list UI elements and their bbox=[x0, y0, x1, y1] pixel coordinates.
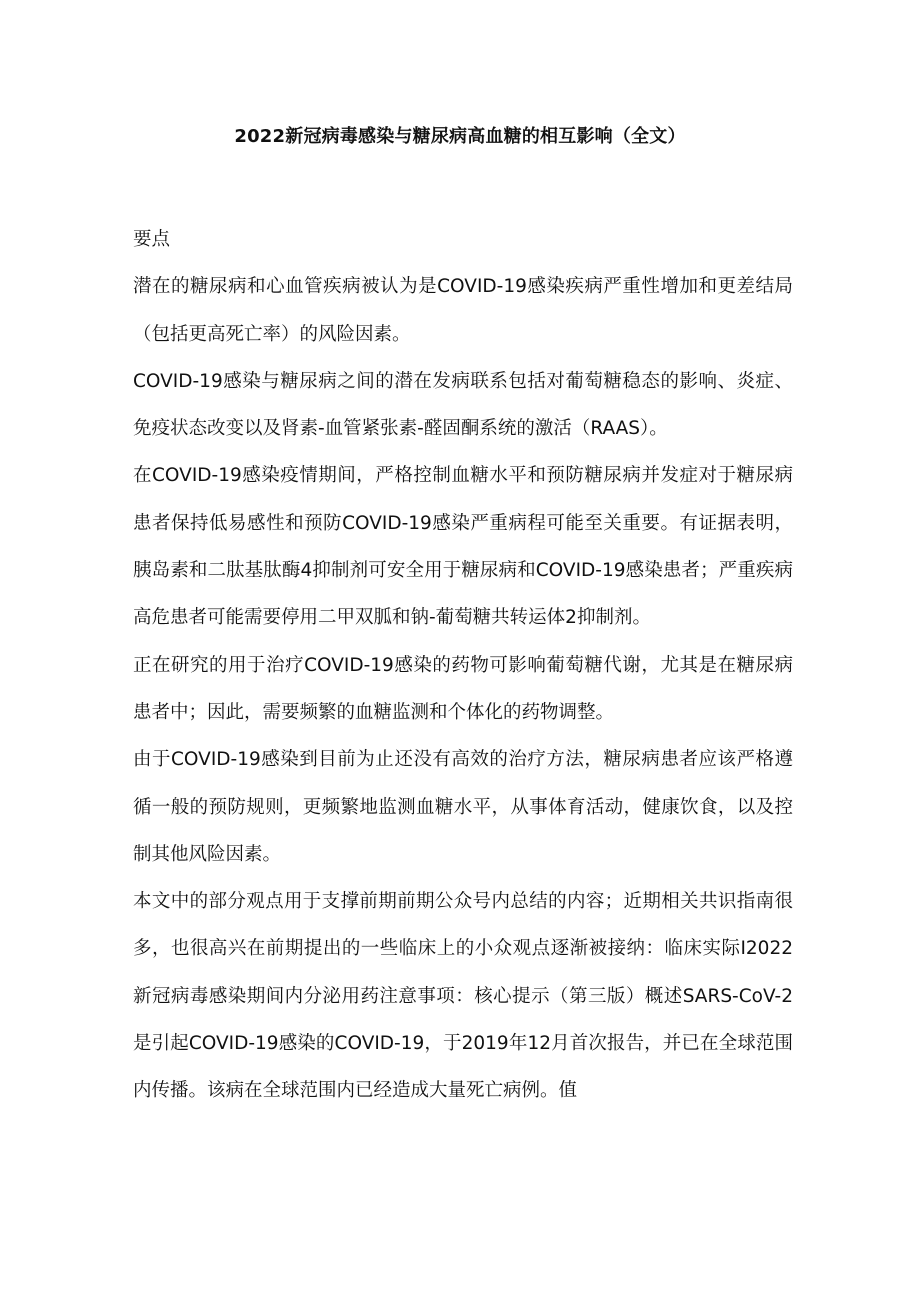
paragraph-overview: 本文中的部分观点用于支撑前期前期公众号内总结的内容；近期相关共识指南很多，也很高兴在前期提出的一些临床上的小众观点逐渐被接纳：临床实际I2022新冠病毒感染期间内分泌用药注意事项：核心提示（第三版）概述SARS-CoV-2是引起COVID-19感染的COVID-19，于2019年12月首次报告，并已在全球范围内传播。该病在全球范围内已经造成大量死亡病例。值 bbox=[133, 891, 793, 1102]
paragraph-glycemic-control: 在COVID-19感染疫情期间，严格控制血糖水平和预防糖尿病并发症对于糖尿病患者保持低易感性和预防COVID-19感染严重病程可能至关重要。有证据表明，胰岛素和二肽基肽酶4抑制剂可安全用于糖尿病和COVID-19感染患者；严重疾病高危患者可能需要停用二甲双胍和钠-葡萄糖共转运体2抑制剂。 bbox=[133, 465, 793, 629]
document-title: 2022新冠病毒感染与糖尿病高血糖的相互影响（全文） bbox=[234, 126, 686, 147]
paragraph-pathogenic-links: COVID-19感染与糖尿病之间的潜在发病联系包括对葡萄糖稳态的影响、炎症、免疫状态改变以及肾素-血管紧张素-醛固酮系统的激活（RAAS）。 bbox=[133, 370, 793, 440]
document-body bbox=[133, 216, 793, 1115]
section-heading: 要点 bbox=[133, 229, 171, 250]
paragraph-drug-effects: 正在研究的用于治疗COVID-19感染的药物可影响葡萄糖代谢，尤其是在糖尿病患者中；因此，需要频繁的血糖监测和个体化的药物调整。 bbox=[133, 654, 793, 723]
paragraph-risk-factors: 潜在的糖尿病和心血管疾病被认为是COVID-19感染疾病严重性增加和更差结局（包括更高死亡率）的风险因素。 bbox=[133, 276, 793, 345]
paragraph-prevention-rules: 由于COVID-19感染到目前为止还没有高效的治疗方法，糖尿病患者应该严格遵循一般的预防规则，更频繁地监测血糖水平，从事体育活动，健康饮食，以及控制其他风险因素。 bbox=[133, 749, 793, 865]
